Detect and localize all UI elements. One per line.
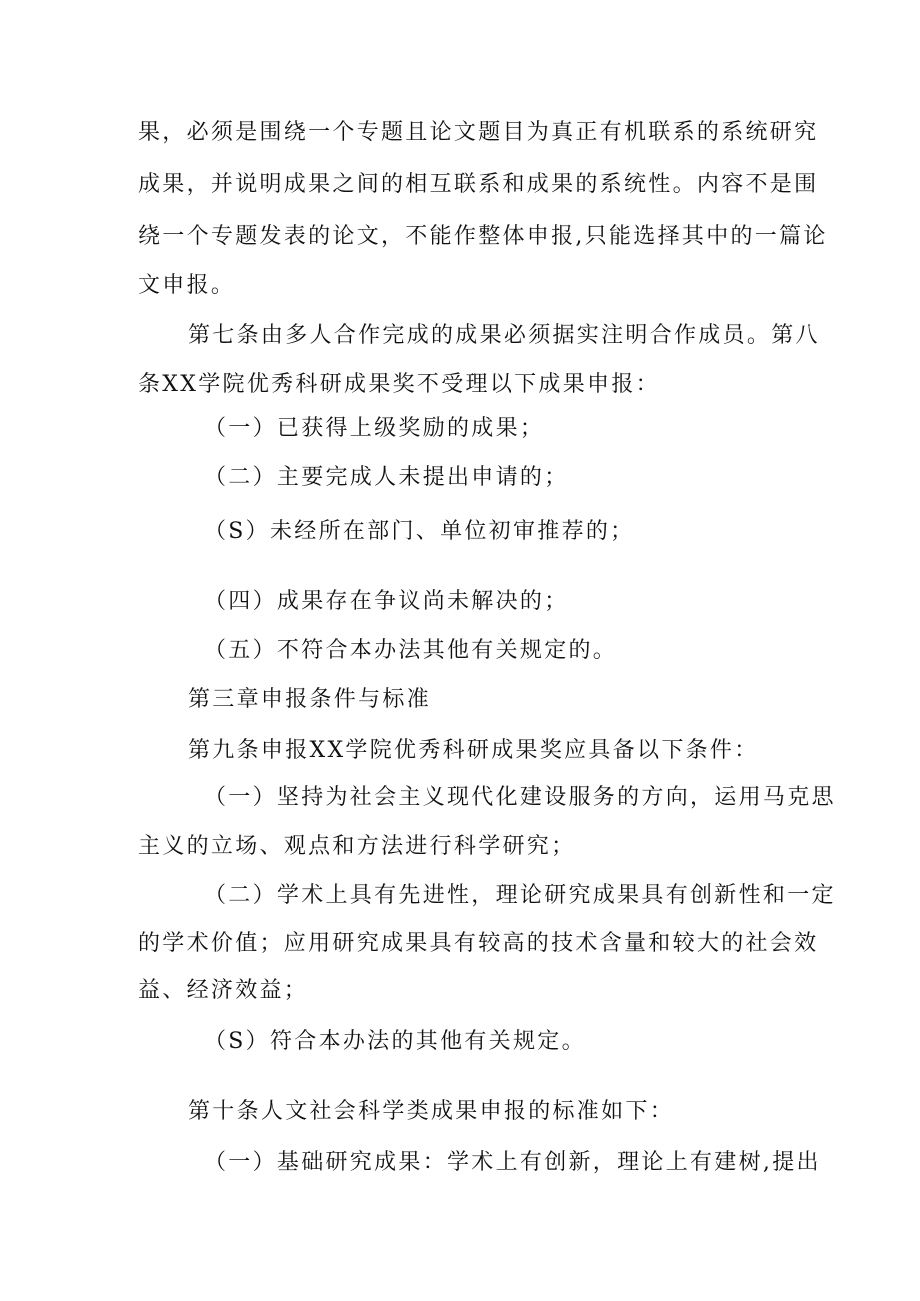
paragraph-line: 成果，并说明成果之间的相互联系和成果的系统性。内容不是围 [138,172,819,197]
article-7-line: 第七条由多人合作完成的成果必须据实注明合作成员。第八 [188,323,820,348]
article-10-line: 第十条人文社会科学类成果申报的标准如下： [188,1099,675,1124]
paragraph-line: 主义的立场、观点和方法进行科学研究； [138,834,576,859]
paragraph-line: 果，必须是围绕一个专题且论文题目为真正有机联系的系统研究 [138,120,819,145]
list-item: （二）主要完成人未提出申请的； [204,465,569,490]
article-9-line: 第九条申报XX学院优秀科研成果奖应具备以下条件： [188,738,759,763]
article-8-line: 条XX学院优秀科研成果奖不受理以下成果申报： [138,372,660,397]
list-item: （二）学术上具有先进性，理论研究成果具有创新性和一定 [204,883,836,908]
list-item: （S）符合本办法的其他有关规定。 [204,1029,586,1054]
list-item: （一）已获得上级奖励的成果； [204,416,545,441]
paragraph-line: 绕一个专题发表的论文，不能作整体申报,只能选择其中的一篇论 [138,224,828,249]
list-item: （一）坚持为社会主义现代化建设服务的方向，运用马克思 [204,785,836,810]
paragraph-line: 的学术价值；应用研究成果具有较高的技术含量和较大的社会效 [138,931,819,956]
list-item: （S）未经所在部门、单位初审推荐的； [204,519,635,544]
list-item: （一）基础研究成果：学术上有创新，理论上有建树,提出 [204,1150,821,1175]
paragraph-line: 文申报。 [138,273,236,298]
list-item: （四）成果存在争议尚未解决的； [204,589,569,614]
list-item: （五）不符合本办法其他有关规定的。 [204,638,618,663]
paragraph-line: 益、经济效益； [138,978,309,1003]
chapter-heading: 第三章申报条件与标准 [188,687,432,712]
